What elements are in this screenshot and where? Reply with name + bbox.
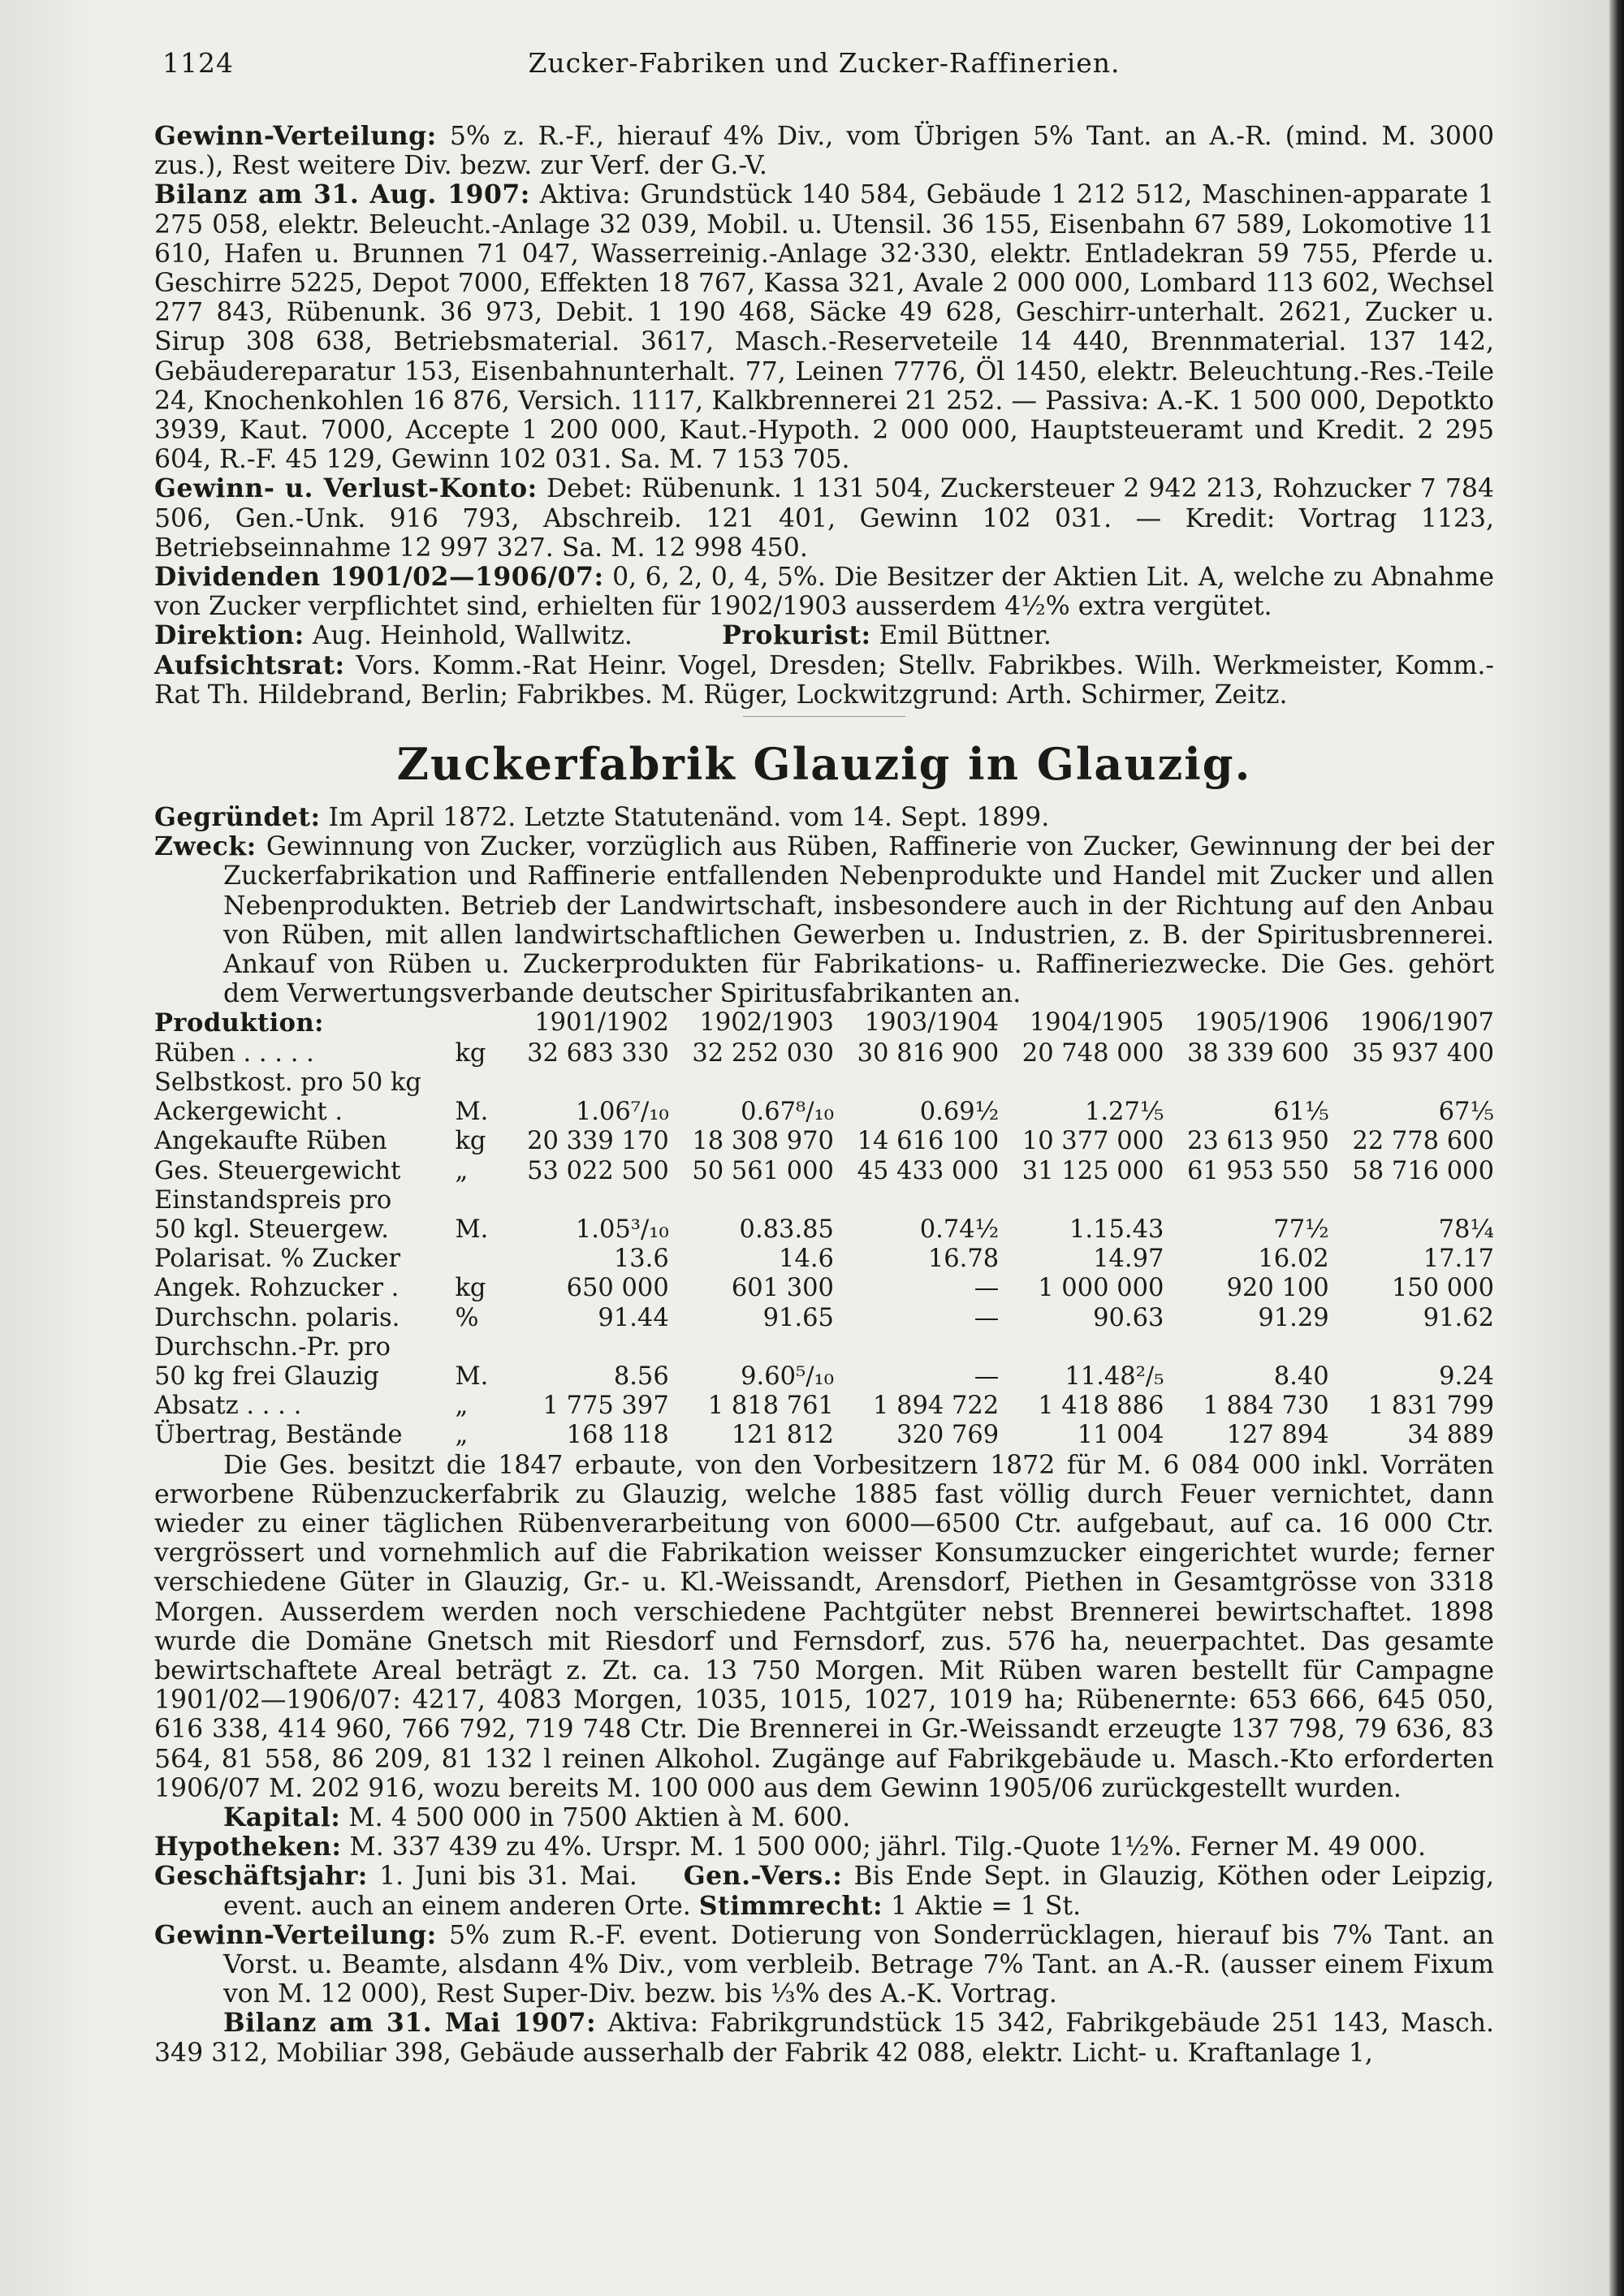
row-value: 11 004 <box>1077 1421 1164 1450</box>
row-value: 1.06⁷/₁₀ <box>575 1098 669 1127</box>
row-value: 320 769 <box>896 1421 1000 1450</box>
running-title: Zucker-Fabriken und Zucker-Raffinerien. <box>528 47 1121 79</box>
row-unit: „ <box>455 1156 469 1185</box>
row-unit <box>455 1068 503 1098</box>
row-value: 11.48²/₅ <box>1065 1362 1164 1391</box>
production-row <box>154 1245 1494 1274</box>
year-header: 1905/1906 <box>1194 1008 1329 1038</box>
prev-gewinn-verlust-konto: Gewinn- u. Verlust-Konto: Debet: Rübenunk. 1 131 504, Zuckersteuer 2 942 213, Rohzucker 7 784 506, Gen.-Unk. 916 793, Abschreib. 121 401, Gewinn 102 031. — Kredit: Vortrag 1123, Betriebseinnahme 12 997 327. Sa. M. 12 998 450. <box>154 473 1495 563</box>
row-value <box>669 1186 834 1215</box>
row-value: 14.97 <box>1093 1245 1164 1274</box>
row-unit: M. <box>455 1215 489 1244</box>
row-value: — <box>974 1274 1000 1303</box>
row-value <box>834 1333 999 1362</box>
row-value: 45 433 000 <box>857 1156 1000 1185</box>
row-value: 601 300 <box>731 1274 834 1303</box>
year-header: 1904/1905 <box>1029 1008 1164 1038</box>
row-value <box>504 1068 669 1098</box>
row-value: 1 884 730 <box>1203 1392 1329 1421</box>
row-label: Ges. Steuergewicht <box>154 1156 401 1185</box>
row-value: 1 418 886 <box>1038 1392 1164 1421</box>
row-value: 23 613 950 <box>1187 1127 1329 1156</box>
row-label: Angekaufte Rüben <box>154 1127 387 1156</box>
row-label: Angek. Rohzucker . <box>154 1274 400 1303</box>
row-value: 17.17 <box>1423 1245 1494 1274</box>
row-value: 127 894 <box>1226 1421 1329 1450</box>
row-value: 10 377 000 <box>1021 1127 1164 1156</box>
row-unit: M. <box>455 1098 489 1127</box>
production-row <box>154 1068 1494 1098</box>
row-value <box>1329 1068 1494 1098</box>
row-value: 32 252 030 <box>692 1038 834 1068</box>
company-history: Die Ges. besitzt die 1847 erbaute, von den Vorbesitzern 1872 für M. 6 084 000 inkl. Vorräten erworbene Rübenzuckerfabrik zu Glauzig, welche 1885 fast völlig durch Feuer vernichtet, dann wieder zu einer täglichen Rübenverarbeitung von 6000—6500 Ctr. aufgebaut, auf ca. 16 000 Ctr. vergrössert und vornehmlich auf die Fabrikation weisser Konsumzucker eingerichtet wurde; ferner verschiedene Güter in Glauzig, Gr.- u. Kl.-Weissandt, Arensdorf, Piethen in Gesamtgrösse von 3318 Morgen. Ausserdem werden noch verschiedene Pachtgüter nebst Brennerei bewirtschaftet. 1898 wurde die Domäne Gnetsch mit Riesdorf und Fernsdorf, zus. 576 ha, neuerpachtet. Das gesamte bewirtschaftete Areal beträgt z. Zt. ca. 13 750 Morgen. Mit Rüben waren bestellt für Campagne 1901/02—1906/07: 4217, 4083 Morgen, 1035, 1015, 1027, 1019 ha; Rübenernte: 653 666, 645 050, 616 338, 414 960, 766 792, 719 748 Ctr. Die Brennerei in Gr.-Weissandt erzeugte 137 798, 79 636, 83 564, 81 558, 86 209, 81 132 l reinen Alkohol. Zugänge auf Fabrikgebäude u. Masch.-Kto erforderten 1906/07 M. 202 916, wozu bereits M. 100 000 aus dem Gewinn 1905/06 zurückgestellt wurden. <box>154 1450 1494 1803</box>
row-value <box>999 1186 1164 1215</box>
geschaeftsjahr: Geschäftsjahr: 1. Juni bis 31. Mai. Gen.-Vers.: Bis Ende Sept. in Glauzig, Köthen oder Leipzig, event. auch an einem anderen Orte. Stimmrecht: 1 Aktie = 1 St. <box>154 1861 1494 1921</box>
row-value: 8.40 <box>1273 1362 1329 1391</box>
row-value <box>1329 1186 1494 1215</box>
row-value: 22 778 600 <box>1352 1127 1494 1156</box>
row-label: Selbstkost. pro 50 kg <box>154 1068 421 1097</box>
row-value: 14 616 100 <box>857 1127 1000 1156</box>
prev-direktion: Direktion: Aug. Heinhold, Wallwitz. Prokurist: Emil Büttner. <box>154 620 1052 651</box>
row-value <box>999 1068 1164 1098</box>
row-value <box>1329 1333 1494 1362</box>
production-label: Produktion: <box>154 1008 324 1038</box>
row-value <box>999 1333 1164 1362</box>
production-row <box>154 1039 1494 1068</box>
production-row <box>154 1098 1494 1127</box>
row-unit: kg <box>455 1038 486 1068</box>
year-header: 1906/1907 <box>1359 1008 1494 1038</box>
row-value <box>834 1186 999 1215</box>
production-row <box>154 1333 1494 1362</box>
row-value: 16.02 <box>1258 1245 1329 1274</box>
row-value <box>669 1068 834 1098</box>
row-value: 1.27⅕ <box>1084 1098 1164 1127</box>
row-value: 1 831 799 <box>1367 1392 1494 1421</box>
previous-company-section <box>154 122 1494 2068</box>
row-value: 67⅕ <box>1438 1098 1494 1127</box>
row-unit: kg <box>455 1274 486 1303</box>
production-row <box>154 1274 1494 1303</box>
row-value: 1.15.43 <box>1069 1215 1164 1244</box>
row-value: 1 775 397 <box>542 1392 669 1421</box>
row-value: 20 748 000 <box>1021 1038 1164 1068</box>
row-value <box>1164 1186 1328 1215</box>
row-value: 38 339 600 <box>1187 1038 1329 1068</box>
row-unit: M. <box>455 1362 489 1391</box>
row-value: 168 118 <box>566 1421 669 1450</box>
prev-gewinn-verteilung: Gewinn-Verteilung: 5% z. R.-F., hierauf 4% Div., vom Übrigen 5% Tant. an A.-R. (mind. M. 3000 zus.), Rest weitere Div. bezw. zur Verf. der G.-V. <box>154 121 1494 181</box>
row-value: 61⅕ <box>1273 1098 1329 1127</box>
production-row <box>154 1215 1494 1245</box>
production-row <box>154 1304 1494 1333</box>
bilanz: Bilanz am 31. Mai 1907: Aktiva: Fabrikgrundstück 15 342, Fabrikgebäude 251 143, Masch. 349 312, Mobiliar 398, Gebäude ausserhalb der Fabrik 42 088, elektr. Licht- u. Kraftanlage 1, <box>154 2008 1494 2068</box>
row-label: Übertrag, Bestände <box>154 1421 403 1450</box>
row-value: 0.74½ <box>919 1215 1000 1244</box>
year-header: 1902/1903 <box>699 1008 834 1038</box>
row-unit: „ <box>455 1421 469 1450</box>
row-value: 91.62 <box>1423 1303 1494 1332</box>
row-value: 53 022 500 <box>527 1156 669 1185</box>
prev-bilanz: Bilanz am 31. Aug. 1907: Aktiva: Grundstück 140 584, Gebäude 1 212 512, Maschinen-apparate 1 275 058, elektr. Beleucht.-Anlage 32 039, Mobil. u. Utensil. 36 155, Eisenbahn 67 589, Lokomotive 11 610, Hafen u. Brunnen 71 047, Wasserreinig.-Anlage 32·330, elektr. Entladekran 59 755, Pferde u. Geschirre 5225, Depot 7000, Effekten 18 767, Kassa 321, Avale 2 000 000, Lombard 113 602, Wechsel 277 843, Rübenunk. 36 973, Debit. 1 190 468, Säcke 49 628, Geschirr-unterhalt. 2621, Zucker u. Sirup 308 638, Betriebsmaterial. 3617, Masch.-Reserveteile 14 440, Brennmaterial. 137 142, Gebäudereparatur 153, Eisenbahnunterhalt. 77, Leinen 7776, Öl 1450, elektr. Beleuchtung.-Res.-Teile 24, Knochenkohlen 16 876, Versich. 1117, Kalkbrennerei 21 252. — Passiva: A.-K. 1 500 000, Depotkto 3939, Kaut. 7000, Accepte 1 200 000, Kaut.-Hypoth. 2 000 000, Hauptsteueramt und Kredit. 2 295 604, R.-F. 45 129, Gewinn 102 031. Sa. M. 7 153 705. <box>154 179 1494 475</box>
row-value: 90.63 <box>1093 1303 1164 1332</box>
production-table <box>154 1008 1494 1450</box>
row-value: 9.24 <box>1439 1362 1494 1391</box>
gewinn-verteilung: Gewinn-Verteilung: 5% zum R.-F. event. Dotierung von Sonderrücklagen, hierauf bis 7% Tant. an Vorst. u. Beamte, alsdann 4% Div., vom verbleib. Betrage 7% Tant. an A.-R. (ausser einem Fixum von M. 12 000), Rest Super-Div. bezw. bis ⅓% des A.-K. Vortrag. <box>154 1919 1494 2009</box>
row-value: 91.29 <box>1258 1303 1329 1332</box>
row-value: 1 894 722 <box>872 1392 1000 1421</box>
production-row <box>154 1421 1494 1450</box>
row-value: 34 889 <box>1407 1421 1494 1450</box>
row-value: 58 716 000 <box>1352 1156 1494 1185</box>
row-label: Rüben . . . . . <box>154 1038 314 1068</box>
row-value: 31 125 000 <box>1021 1156 1164 1185</box>
row-label: 50 kg frei Glauzig <box>154 1362 379 1391</box>
row-value: — <box>974 1303 1000 1332</box>
page-header <box>154 47 1494 83</box>
production-row <box>154 1186 1494 1215</box>
production-rows <box>154 1039 1494 1451</box>
kapital: Kapital: M. 4 500 000 in 7500 Aktien à M. 600. <box>223 1802 851 1832</box>
row-value: 0.83.85 <box>739 1215 834 1244</box>
year-header: 1903/1904 <box>864 1008 1000 1038</box>
row-value: 1 000 000 <box>1038 1274 1164 1303</box>
row-unit <box>455 1333 503 1362</box>
row-unit <box>455 1186 503 1215</box>
production-row <box>154 1362 1494 1392</box>
prev-aufsichtsrat: Aufsichtsrat: Vors. Komm.-Rat Heinr. Vogel, Dresden; Stellv. Fabrikbes. Wilh. Werkmeister, Komm.-Rat Th. Hildebrand, Berlin; Fabrikbes. M. Rüger, Lockwitzgrund: Arth. Schirmer, Zeitz. <box>154 650 1494 710</box>
production-row <box>154 1157 1494 1186</box>
row-value: 30 816 900 <box>857 1038 1000 1068</box>
row-label: Ackergewicht . <box>154 1098 343 1127</box>
row-value: 32 683 330 <box>527 1038 669 1068</box>
row-value <box>1164 1333 1328 1362</box>
page-number: 1124 <box>162 47 234 79</box>
zweck: Zweck: Gewinnung von Zucker, vorzüglich aus Rüben, Raffinerie von Zucker, Gewinnung der bei der Zuckerfabrikation und Raffinerie entfallenden Nebenprodukte und Handel mit Zucker und allen Nebenprodukten. Betrieb der Landwirtschaft, insbesondere auch in der Richtung auf den Anbau von Rüben, mit allen landwirtschaftlichen Gewerben u. Industrien, z. B. der Spiritusbrennerei. Ankauf von Rüben u. Zuckerprodukten für Fabrikations- u. Raffineriezwecke. Die Ges. gehört dem Verwertungsverbande deutscher Spiritusfabrikanten an. <box>154 831 1494 1009</box>
row-value: 8.56 <box>613 1362 669 1391</box>
row-value <box>504 1186 669 1215</box>
section-divider <box>743 716 905 717</box>
production-row <box>154 1127 1494 1156</box>
row-value: 35 937 400 <box>1352 1038 1494 1068</box>
prev-dividenden: Dividenden 1901/02—1906/07: 0, 6, 2, 0, 4, 5%. Die Besitzer der Aktien Lit. A, welche zu Abnahme von Zucker verpflichtet sind, erhielten für 1902/1903 ausserdem 4½% extra vergütet. <box>154 562 1494 622</box>
production-header-row <box>154 1008 1494 1038</box>
row-value: 0.69½ <box>919 1098 1000 1127</box>
year-header: 1901/1902 <box>534 1008 669 1038</box>
row-value: 1.05³/₁₀ <box>575 1215 669 1244</box>
production-row <box>154 1392 1494 1421</box>
row-label: Einstandspreis pro <box>154 1185 392 1215</box>
row-value: 50 561 000 <box>692 1156 834 1185</box>
hypotheken: Hypotheken: M. 337 439 zu 4%. Urspr. M. 1 500 000; jährl. Tilg.-Quote 1½%. Ferner M. 49 000. <box>154 1832 1426 1862</box>
row-value: 14.6 <box>779 1245 834 1274</box>
row-label: Absatz . . . . <box>154 1392 302 1421</box>
row-value <box>834 1068 999 1098</box>
row-value <box>669 1333 834 1362</box>
row-value: 0.67⁸/₁₀ <box>741 1098 834 1127</box>
row-unit: kg <box>455 1127 486 1156</box>
row-unit: „ <box>455 1392 469 1421</box>
row-value: 61 953 550 <box>1187 1156 1329 1185</box>
row-value: 91.65 <box>762 1303 834 1332</box>
row-value <box>1164 1068 1328 1098</box>
row-label: Durchschn.-Pr. pro <box>154 1332 391 1362</box>
row-value: 77½ <box>1273 1215 1329 1244</box>
row-value: 121 812 <box>731 1421 834 1450</box>
row-value: 91.44 <box>598 1303 669 1332</box>
row-value <box>504 1333 669 1362</box>
row-label: 50 kgl. Steuergew. <box>154 1215 389 1244</box>
row-value: 13.6 <box>613 1245 669 1274</box>
row-value: 9.60⁵/₁₀ <box>741 1362 834 1391</box>
company-title: Zuckerfabrik Glauzig in Glauzig. <box>396 738 1252 791</box>
row-value: 78¼ <box>1438 1215 1494 1244</box>
page-edge-shadow <box>1609 0 1624 2296</box>
row-value: 920 100 <box>1226 1274 1329 1303</box>
row-label: Durchschn. polaris. <box>154 1303 400 1332</box>
gegruendet: Gegründet: Im April 1872. Letzte Statutenänd. vom 14. Sept. 1899. <box>154 802 1050 833</box>
row-label: Polarisat. % Zucker <box>154 1245 401 1274</box>
row-value: 150 000 <box>1391 1274 1494 1303</box>
row-value: — <box>974 1362 1000 1391</box>
row-value: 18 308 970 <box>692 1127 834 1156</box>
row-value: 16.78 <box>927 1245 1000 1274</box>
row-value: 20 339 170 <box>527 1127 669 1156</box>
row-value: 650 000 <box>566 1274 669 1303</box>
row-unit: % <box>455 1303 479 1332</box>
row-unit <box>455 1245 503 1274</box>
row-value: 1 818 761 <box>707 1392 834 1421</box>
